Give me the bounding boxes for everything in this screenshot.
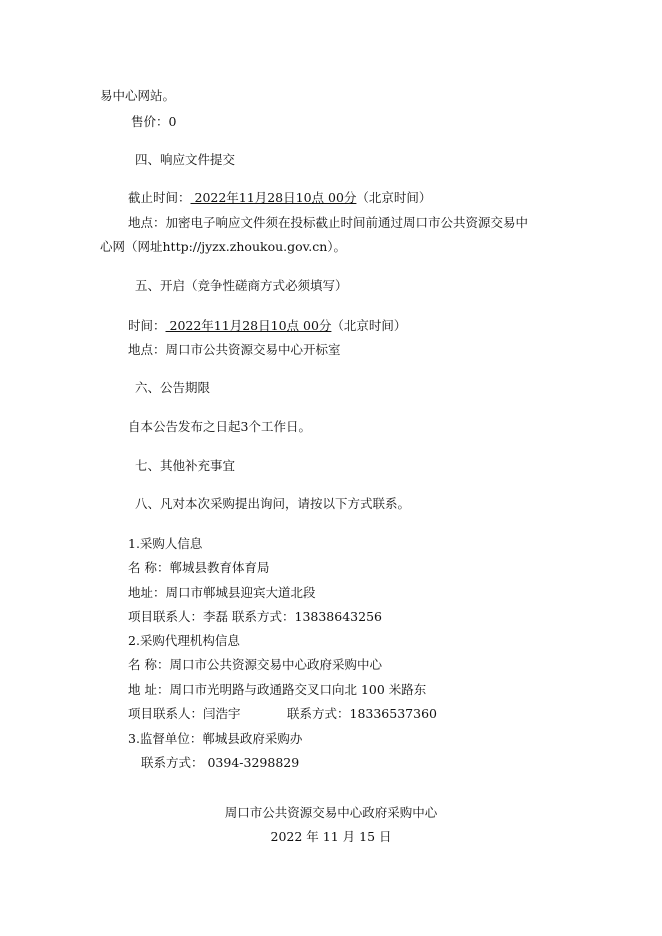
purchaser-name: 名 称：郸城县教育体育局 bbox=[128, 560, 270, 575]
section-6-heading: 六、公告期限 bbox=[135, 380, 211, 395]
opening-time-line bbox=[128, 318, 406, 334]
supervisor-phone: 联系方式： 0394-3298829 bbox=[141, 755, 300, 770]
purchaser-title: 1.采购人信息 bbox=[128, 536, 203, 551]
section-8-heading: 八、凡对本次采购提出询问，请按以下方式联系。 bbox=[135, 496, 411, 511]
deadline-line bbox=[128, 190, 431, 206]
opening-time-label: 时间： bbox=[128, 318, 166, 333]
section-7-heading: 七、其他补充事宜 bbox=[135, 458, 236, 473]
opening-place: 地点：周口市公共资源交易中心开标室 bbox=[128, 342, 341, 357]
opening-time-value: 2022年11月28日10点 00分 bbox=[165, 318, 332, 333]
agency-title: 2.采购代理机构信息 bbox=[128, 633, 240, 648]
deadline-label: 截止时间： bbox=[128, 190, 191, 205]
submission-place-line-2: 心网（网址http://jyzx.zhoukou.gov.cn）。 bbox=[100, 239, 346, 254]
section-4-heading: 四、响应文件提交 bbox=[135, 152, 236, 167]
agency-contact-person: 项目联系人：闫浩宇 bbox=[128, 706, 241, 721]
price-text: 售价：0 bbox=[131, 114, 177, 129]
purchaser-contact-line bbox=[128, 609, 382, 625]
notice-period-text: 自本公告发布之日起3个工作日。 bbox=[128, 419, 311, 434]
deadline-value: 2022年11月28日10点 00分 bbox=[190, 190, 357, 205]
website-tail-text: 易中心网站。 bbox=[100, 88, 176, 103]
opening-time-timezone: （北京时间） bbox=[331, 318, 407, 333]
agency-address: 地 址：周口市光明路与政通路交叉口向北 100 米路东 bbox=[128, 682, 427, 697]
agency-name: 名 称：周口市公共资源交易中心政府采购中心 bbox=[128, 657, 382, 672]
purchaser-address: 地址：周口市郸城县迎宾大道北段 bbox=[128, 585, 316, 600]
deadline-timezone: （北京时间） bbox=[356, 190, 432, 205]
footer-date: 2022 年 11 月 15 日 bbox=[270, 829, 392, 844]
agency-contact-phone: 联系方式：18336537360 bbox=[287, 706, 437, 721]
submission-place-line-1: 地点：加密电子响应文件须在投标截止时间前通过周口市公共资源交易中 bbox=[128, 215, 529, 230]
purchaser-contact-person: 项目联系人：李磊 bbox=[128, 609, 229, 624]
purchaser-contact-phone: 联系方式：13838643256 bbox=[232, 609, 382, 624]
section-5-heading: 五、开启（竞争性磋商方式必须填写） bbox=[135, 278, 348, 293]
footer-organization: 周口市公共资源交易中心政府采购中心 bbox=[224, 805, 438, 820]
supervisor: 3.监督单位：郸城县政府采购办 bbox=[128, 731, 303, 746]
